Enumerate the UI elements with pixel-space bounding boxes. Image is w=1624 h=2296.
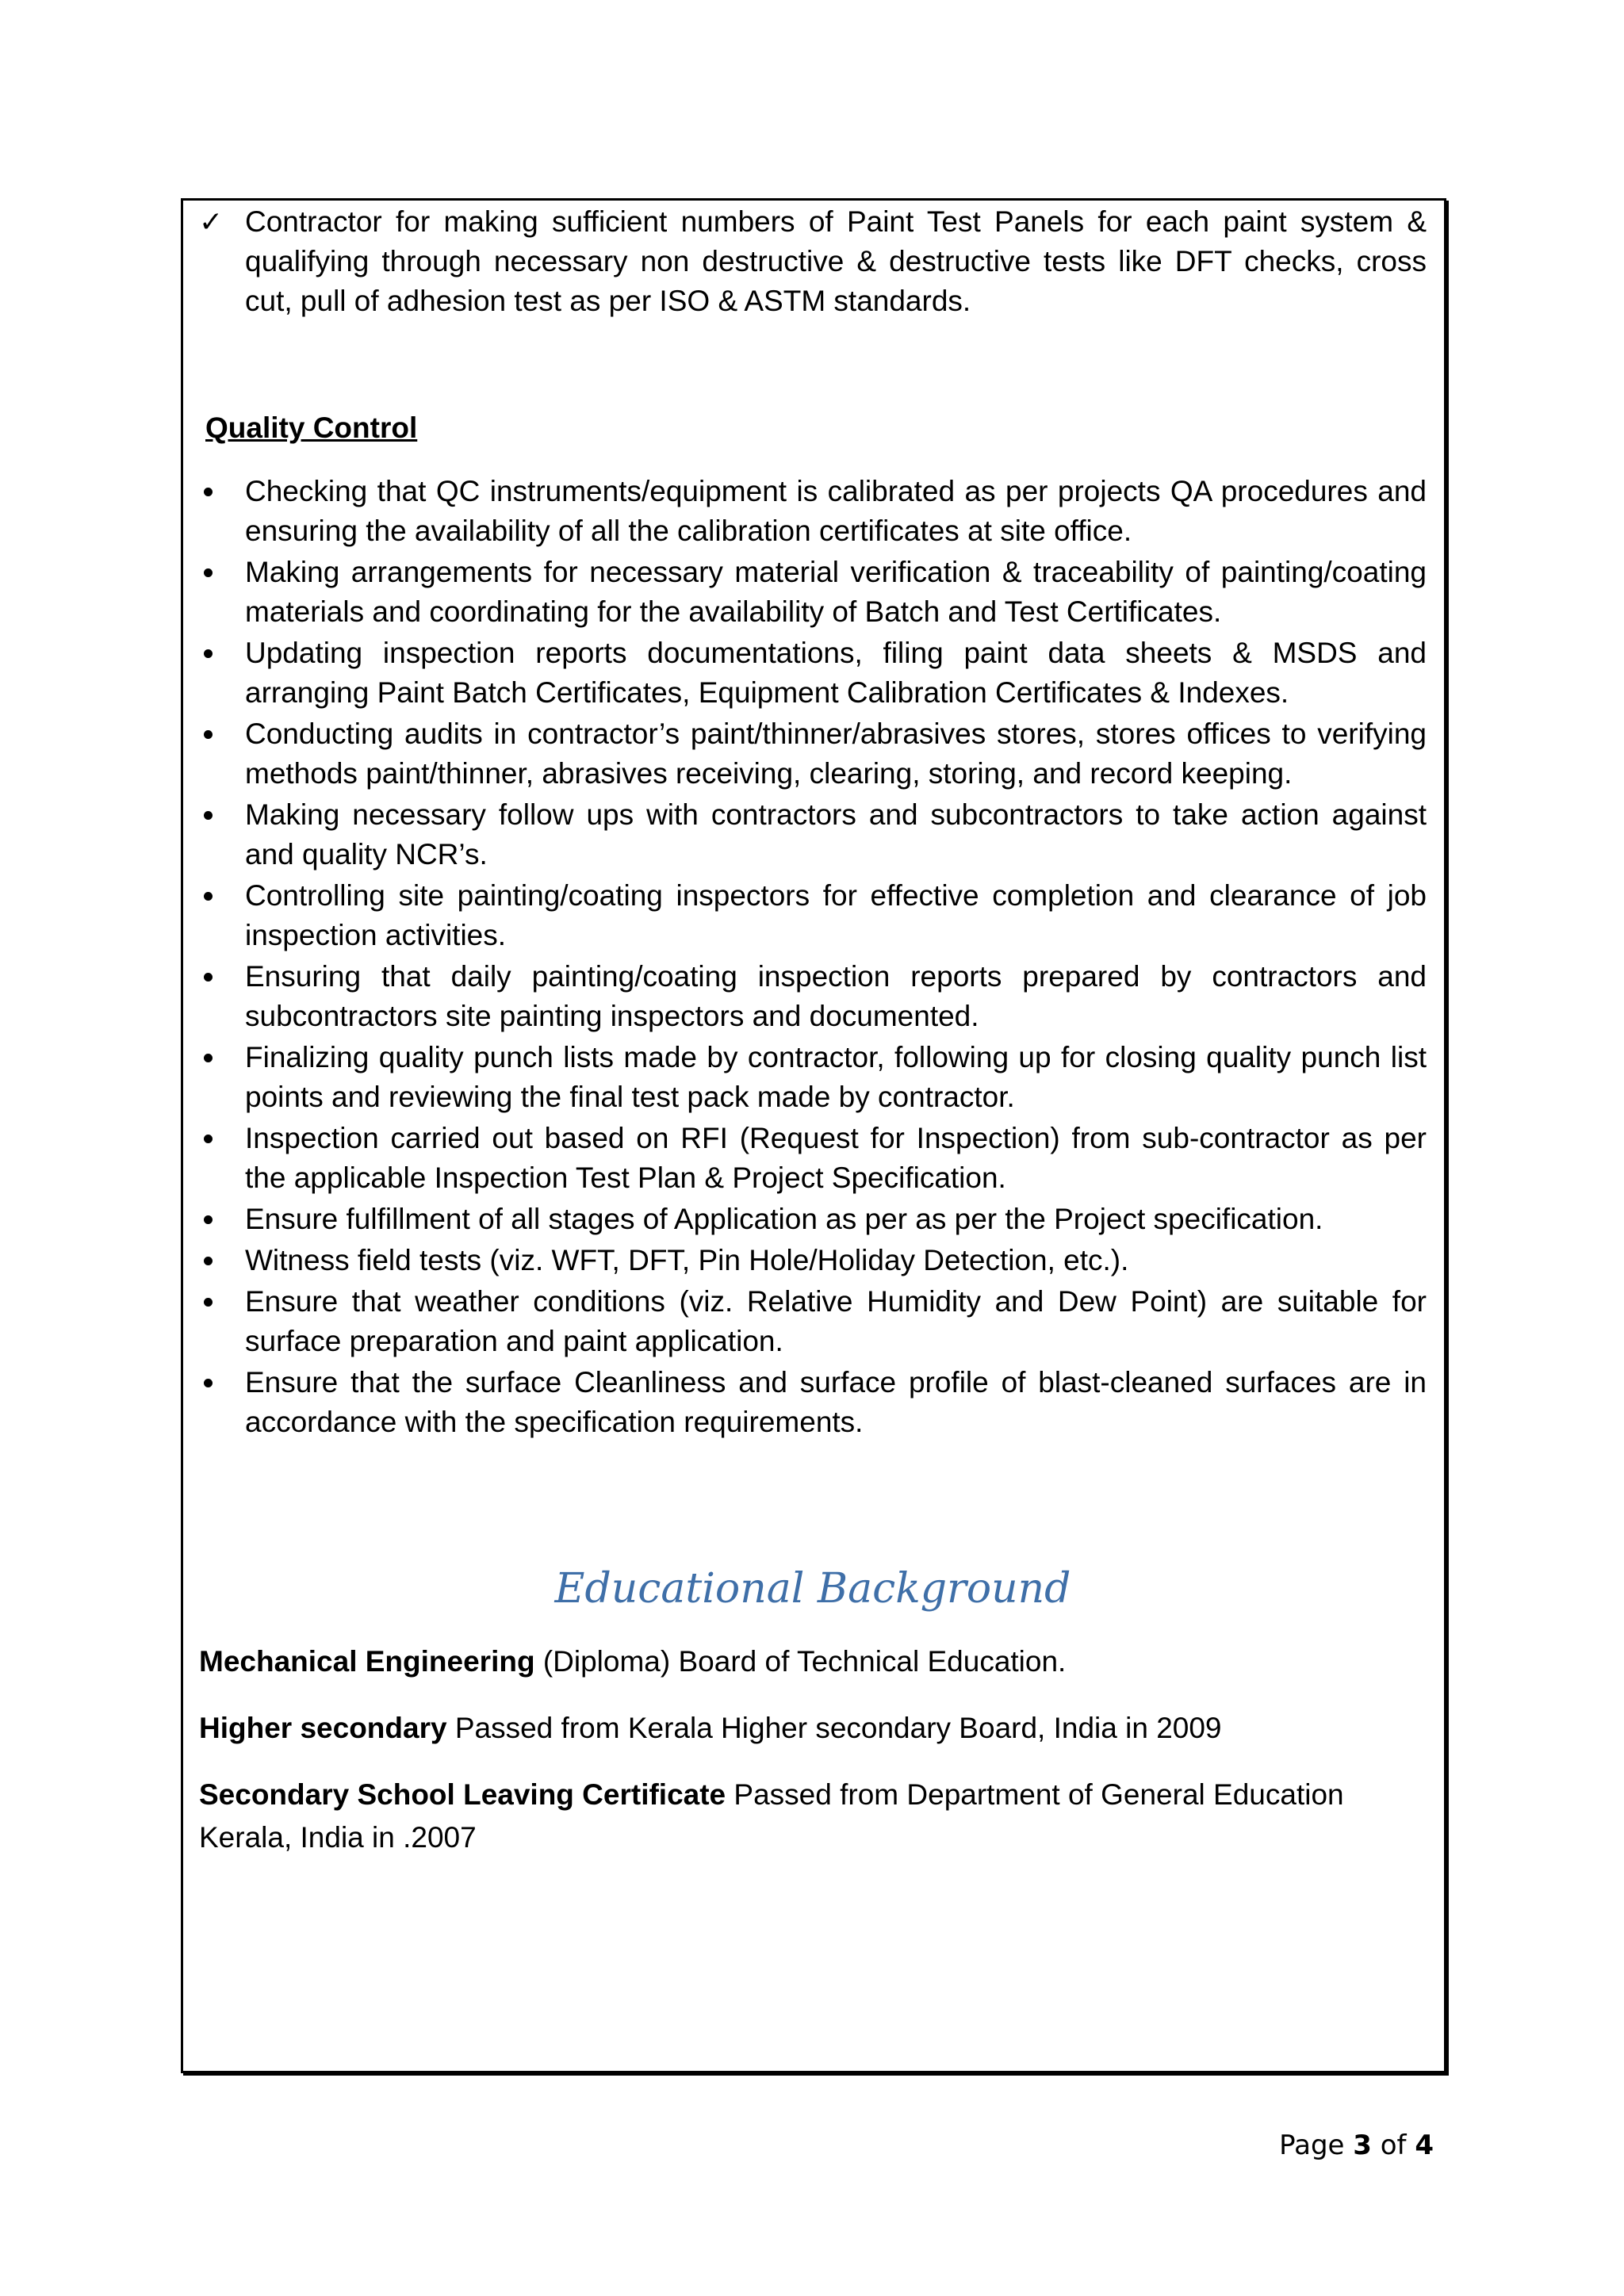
list-item: Making necessary follow ups with contractors and subcontractors to take action against and quality NCR’s. [199,795,1427,874]
bullet-icon [204,1135,213,1143]
page-number [1279,2130,1434,2161]
list-item: Making arrangements for necessary material verification & traceability of painting/coating materials and coordinating for the availability of Batch and Test Certificates. [199,553,1427,632]
education-entry [199,1774,1427,1859]
intro-item-text: Contractor for making sufficient numbers of Paint Test Panels for each paint system & qualifying through necessary non destructive & destructive tests like DFT checks, cross cut, pull of adhesion test as per ISO & ASTM standards. [245,205,1427,317]
bullet-icon [204,1298,213,1307]
bullet-icon [204,488,213,496]
list-item: Finalizing quality punch lists made by contractor, following up for closing quality punch list points and reviewing the final test pack made by contractor. [199,1038,1427,1117]
list-item: Inspection carried out based on RFI (Request for Inspection) from sub-contractor as per the applicable Inspection Test Plan & Project Specification. [199,1119,1427,1198]
list-item: Ensuring that daily painting/coating inspection reports prepared by contractors and subcontractors site painting inspectors and documented. [199,957,1427,1036]
bullet-icon [204,973,213,982]
bullet-icon [204,568,213,577]
list-item: Ensure that the surface Cleanliness and surface profile of blast-cleaned surfaces are in accordance with the specification requirements. [199,1363,1427,1442]
page-separator: of [1371,2130,1415,2161]
current-page: 3 [1353,2130,1372,2161]
education-heading: Educational Background [554,1565,1071,1613]
education-entry [199,1707,1427,1750]
list-item: Checking that QC instruments/equipment is calibrated as per projects QA procedures and ensuring the availability of all the calibration certificates at site office. [199,472,1427,551]
content-frame [181,198,1446,2073]
list-item: Conducting audits in contractor’s paint/thinner/abrasives stores, stores offices to verifying methods paint/thinner, abrasives receiving, clearing, storing, and record keeping. [199,714,1427,794]
checkmark-icon: ✓ [199,205,224,238]
bullet-icon [204,1054,213,1062]
education-entry-title: Secondary School Leaving Certificate [199,1778,726,1811]
bullet-icon [204,892,213,901]
education-entry-detail: Passed from Kerala Higher secondary Board, India in 2009 [446,1712,1222,1744]
education-entry [199,1640,1427,1683]
total-pages: 4 [1415,2130,1434,2161]
page-prefix: Page [1279,2130,1354,2161]
bullet-icon [204,1257,213,1265]
list-item: Ensure fulfillment of all stages of Application as per as per the Project specification. [199,1200,1427,1239]
bullet-icon [204,649,213,658]
list-item: Controlling site painting/coating inspectors for effective completion and clearance of job inspection activities. [199,876,1427,955]
list-item: Ensure that weather conditions (viz. Relative Humidity and Dew Point) are suitable for surface preparation and paint application. [199,1282,1427,1361]
quality-control-list [199,472,1427,1442]
bullet-icon [204,1379,213,1387]
quality-control-heading: Quality Control [205,411,418,444]
education-entry-title: Higher secondary [199,1712,447,1744]
list-item: Witness field tests (viz. WFT, DFT, Pin Hole/Holiday Detection, etc.). [199,1241,1427,1280]
content-body [199,201,1427,1859]
list-item: Updating inspection reports documentations, filing paint data sheets & MSDS and arranging Paint Batch Certificates, Equipment Calibration Certificates & Indexes. [199,633,1427,713]
bullet-icon [204,730,213,739]
bullet-icon [204,811,213,820]
education-entry-detail: Passed from Department of General Education Kerala, India in .2007 [199,1778,1344,1854]
intro-check-item [199,202,1427,321]
bullet-icon [204,1215,213,1224]
education-entry-detail: (Diploma) Board of Technical Education. [534,1645,1067,1678]
education-entry-title: Mechanical Engineering [199,1645,535,1678]
